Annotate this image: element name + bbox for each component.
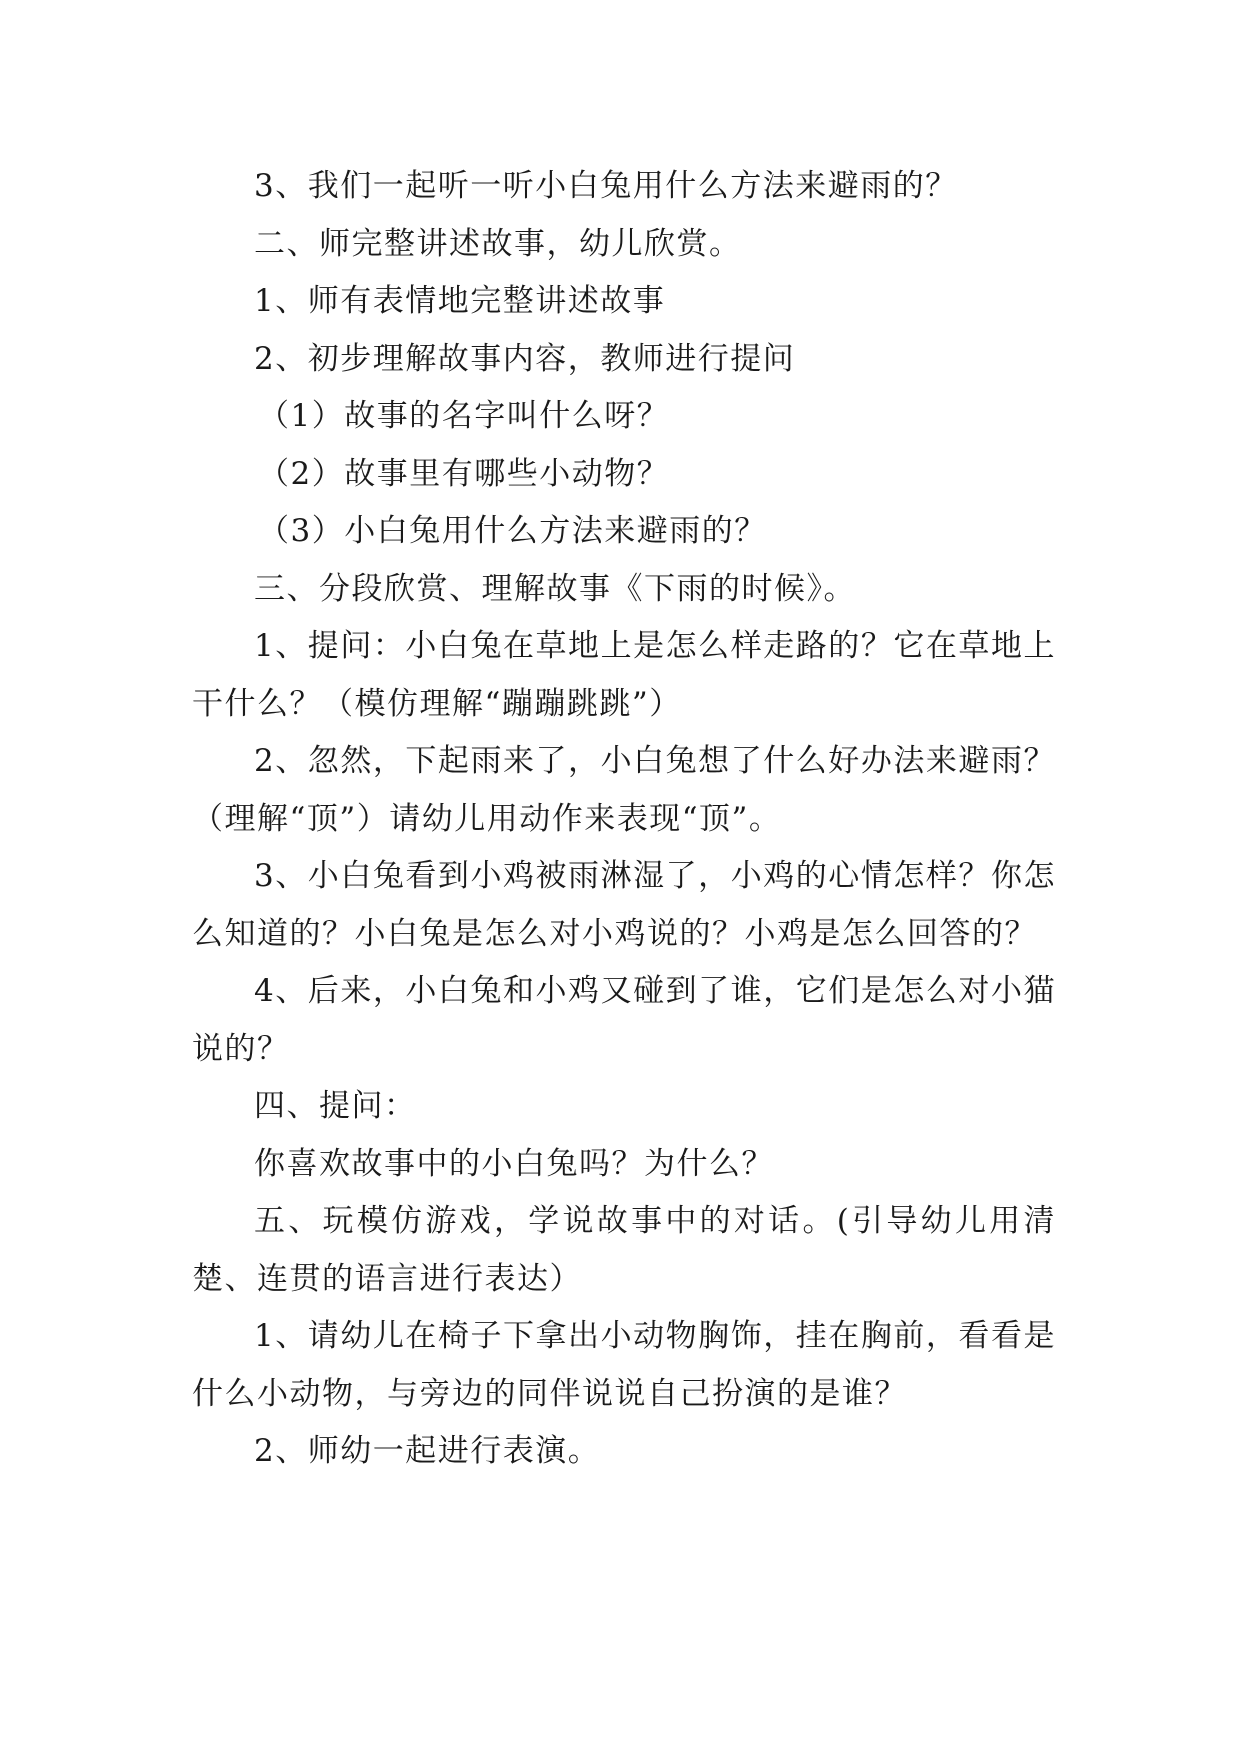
section-heading: 四、提问： xyxy=(254,1088,417,1124)
question-item: （1）故事的名字叫什么呀？ xyxy=(258,398,670,434)
section-heading: 三、分段欣赏、理解故事《下雨的时候》。 xyxy=(254,570,856,607)
paragraph: 1、请幼儿在椅子下拿出小动物胸饰，挂在胸前，看看是什么小动物，与旁边的同伴说说自己扮演的是谁？ xyxy=(192,1318,1056,1412)
paragraph: 1、师有表情地完整讲述故事 xyxy=(254,283,666,319)
paragraph: 2、师幼一起进行表演。 xyxy=(254,1433,601,1469)
document-body xyxy=(192,158,1056,1481)
paragraph: 3、我们一起听一听小白兔用什么方法来避雨的？ xyxy=(254,168,958,204)
paragraph: 2、初步理解故事内容，教师进行提问 xyxy=(254,340,796,377)
paragraph: 2、忽然，下起雨来了，小白兔想了什么好办法来避雨？（理解“顶”）请幼儿用动作来表现“顶”。 xyxy=(192,743,1056,837)
section-heading: 二、师完整讲述故事，幼儿欣赏。 xyxy=(254,225,742,262)
paragraph: 4、后来，小白兔和小鸡又碰到了谁，它们是怎么对小猫说的？ xyxy=(192,973,1056,1067)
section-heading: 五、玩模仿游戏，学说故事中的对话。(引导幼儿用清楚、连贯的语言进行表达） xyxy=(192,1203,1056,1297)
paragraph: 3、小白兔看到小鸡被雨淋湿了，小鸡的心情怎样？你怎么知道的？小白兔是怎么对小鸡说的？小鸡是怎么回答的？ xyxy=(192,858,1056,952)
question-item: （3）小白兔用什么方法来避雨的？ xyxy=(258,513,767,549)
question-item: （2）故事里有哪些小动物？ xyxy=(258,455,670,492)
paragraph: 1、提问：小白兔在草地上是怎么样走路的？它在草地上干什么？（模仿理解“蹦蹦跳跳”） xyxy=(192,628,1056,722)
paragraph: 你喜欢故事中的小白兔吗？为什么？ xyxy=(254,1145,774,1182)
